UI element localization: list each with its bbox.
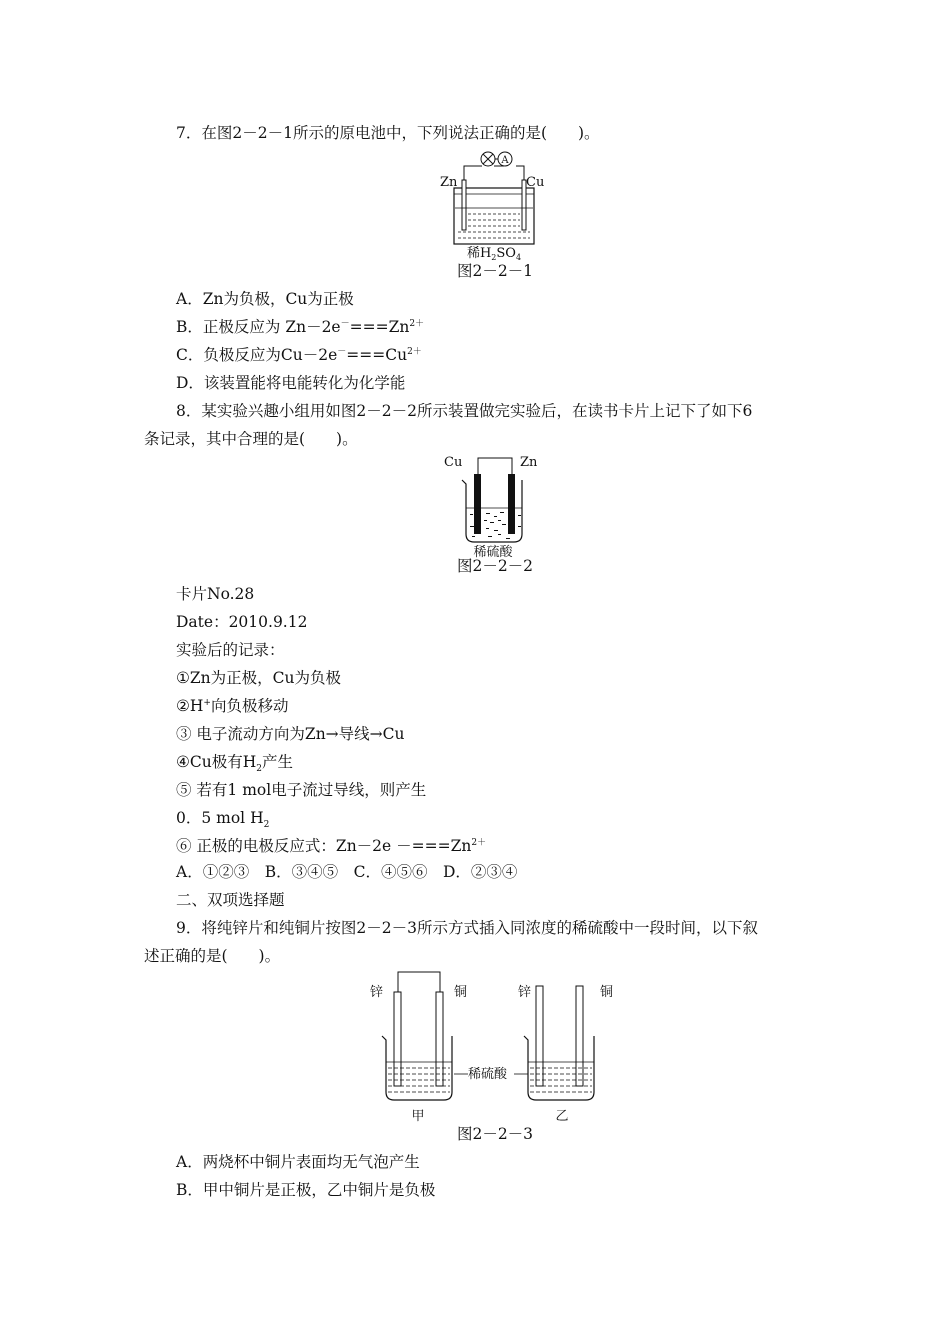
solution-label: 稀$H_2SO_4$ (466, 246, 522, 262)
copper-label-jia: 铜 (454, 985, 468, 1000)
cu-label: Cu (526, 175, 545, 190)
q9-option-b: B．甲中铜片是正极，乙中铜片是负极 (176, 1181, 436, 1199)
figure-caption-2-2-1: 图2－2－1 (456, 262, 534, 280)
copper-plate-yi (576, 986, 583, 1086)
q9-option-a: A．两烧杯中铜片表面均无气泡产生 (176, 1153, 420, 1171)
zn-label: Zn (440, 175, 458, 190)
solution-label: 稀硫酸 (468, 1067, 508, 1082)
q7-option-d: D．该装置能将电能转化为化学能 (176, 374, 406, 392)
figure-caption-2-2-2: 图2－2－2 (456, 557, 534, 575)
figure-2-2-2 (442, 452, 542, 560)
q7-stem: 7．在图2－2－1所示的原电池中，下列说法正确的是( )。 (176, 124, 600, 142)
card-date: Date：2010.9.12 (176, 613, 308, 631)
zn-electrode (462, 180, 466, 230)
cu-electrode (522, 180, 526, 230)
beaker-label-yi: 乙 (555, 1109, 569, 1124)
galvanic-cell-diagram (438, 148, 548, 260)
beaker-label-jia: 甲 (411, 1109, 425, 1124)
q7-option-c: C．负极反应为$Cu-2e^-===Cu^{2+}$ (176, 346, 422, 364)
card-record-5: ⑤ 若有1 mol电子流过导线，则产生 (176, 781, 427, 799)
figure-2-2-1 (438, 148, 548, 260)
q7-option-a: A．Zn为负极，Cu为正极 (176, 290, 354, 308)
q8-stem-line1: 8．某实验兴趣小组用如图2－2－2所示装置做完实验后，在读书卡片上记下了如下6 (176, 402, 753, 420)
card-record-5-cont: 0．5 mol $H_2$ (176, 809, 270, 831)
section-heading: 二、双项选择题 (176, 891, 285, 909)
zinc-label-yi: 锌 (518, 985, 532, 1000)
card-record-3: ③ 电子流动方向为Zn→导线→Cu (176, 725, 405, 743)
copper-plate-jia (436, 992, 443, 1086)
q7-option-b: B．正极反应为 $Zn-2e^-===Zn^{2+}$ (176, 318, 425, 336)
card-record-2: ②H+向负极移动 (176, 697, 289, 715)
wire-left (464, 166, 482, 188)
figure-2-2-3 (368, 966, 618, 1126)
cu-zn-cell-diagram (442, 452, 542, 560)
card-number: 卡片No.28 (176, 585, 255, 603)
solution-lines (458, 214, 530, 238)
zn-label: Zn (520, 455, 538, 470)
zn-electrode (508, 474, 515, 534)
q8-stem-line2: 条记录，其中合理的是( )。 (144, 430, 358, 448)
cu-label: Cu (444, 455, 463, 470)
card-heading: 实验后的记录： (176, 641, 285, 659)
copper-label-yi: 铜 (600, 985, 614, 1000)
card-record-4: ④Cu极有$H_2$产生 (176, 753, 294, 775)
card-record-6: ⑥ 正极的电极反应式：$Zn-2e -===Zn^{2+}$ (176, 837, 487, 855)
cu-electrode (474, 474, 481, 534)
zinc-plate-jia (394, 992, 401, 1086)
zinc-plate-yi (536, 986, 543, 1086)
two-beakers-diagram (368, 966, 618, 1126)
wire (478, 458, 512, 480)
ammeter-label: A (501, 155, 509, 166)
figure-caption-2-2-3: 图2－2－3 (456, 1125, 534, 1143)
solution-label: 稀硫酸 (473, 545, 513, 560)
q8-options: A．①②③ B．③④⑤ C．④⑤⑥ D．②③④ (176, 863, 518, 881)
q9-stem-line2: 述正确的是( )。 (144, 947, 281, 965)
q9-stem-line1: 9．将纯锌片和纯铜片按图2－2－3所示方式插入同浓度的稀硫酸中一段时间，以下叙 (176, 919, 758, 937)
wire-jia (398, 972, 440, 992)
card-record-1: ①Zn为正极，Cu为负极 (176, 669, 341, 687)
zinc-label-jia: 锌 (370, 985, 384, 1000)
